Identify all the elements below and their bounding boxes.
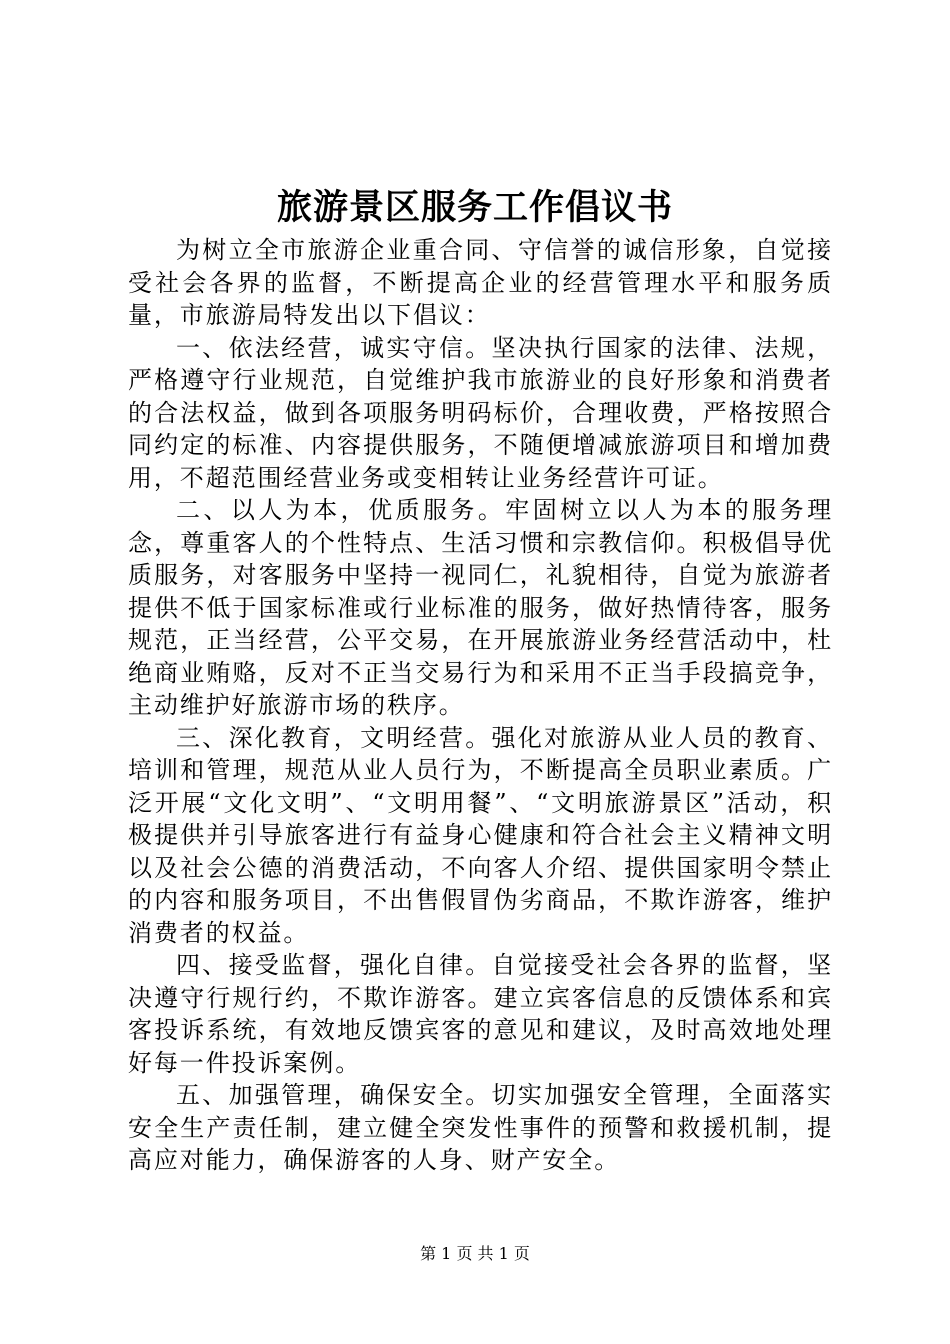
paragraph-intro: 为树立全市旅游企业重合同、守信誉的诚信形象，自觉接受社会各界的监督，不断提高企业的经营管理水平和服务质量，市旅游局特发出以下倡议： (128, 236, 833, 329)
paragraph-item-2: 二、以人为本，优质服务。牢固树立以人为本的服务理念，尊重客人的个性特点、生活习惯和宗教信仰。积极倡导优质服务，对客服务中坚持一视同仁，礼貌相待，自觉为旅游者提供不低于国家标准或行业标准的服务，做好热情待客，服务规范，正当经营，公平交易，在开展旅游业务经营活动中，杜绝商业贿赂，反对不正当交易行为和采用不正当手段搞竞争，主动维护好旅游市场的秩序。 (128, 496, 833, 719)
document-title: 旅游景区服务工作倡议书 (276, 187, 673, 228)
document-body (128, 234, 833, 1177)
paragraph-item-3: 三、深化教育，文明经营。强化对旅游从业人员的教育、培训和管理，规范从业人员行为，不断提高全员职业素质。广泛开展“文化文明”、“文明用餐”、“文明旅游景区”活动，积极提供并引导旅客进行有益身心健康和符合社会主义精神文明以及社会公德的消费活动，不向客人介绍、提供国家明令禁止的内容和服务项目，不出售假冒伪劣商品，不欺诈游客，维护消费者的权益。 (128, 723, 833, 947)
paragraph-item-5: 五、加强管理，确保安全。切实加强安全管理，全面落实安全生产责任制，建立健全突发性事件的预警和救援机制，提高应对能力，确保游客的人身、财产安全。 (128, 1081, 833, 1174)
paragraph-item-4: 四、接受监督，强化自律。自觉接受社会各界的监督，坚决遵守行规行约，不欺诈游客。建立宾客信息的反馈体系和宾客投诉系统，有效地反馈宾客的意见和建议，及时高效地处理好每一件投诉案例。 (128, 951, 833, 1077)
paragraph-item-1: 一、依法经营，诚实守信。坚决执行国家的法律、法规，严格遵守行业规范，自觉维护我市旅游业的良好形象和消费者的合法权益，做到各项服务明码标价，合理收费，严格按照合同约定的标准、内容提供服务，不随便增减旅游项目和增加费用，不超范围经营业务或变相转让业务经营许可证。 (128, 333, 833, 492)
page-footer: 第 1 页 共 1 页 (420, 1244, 530, 1263)
